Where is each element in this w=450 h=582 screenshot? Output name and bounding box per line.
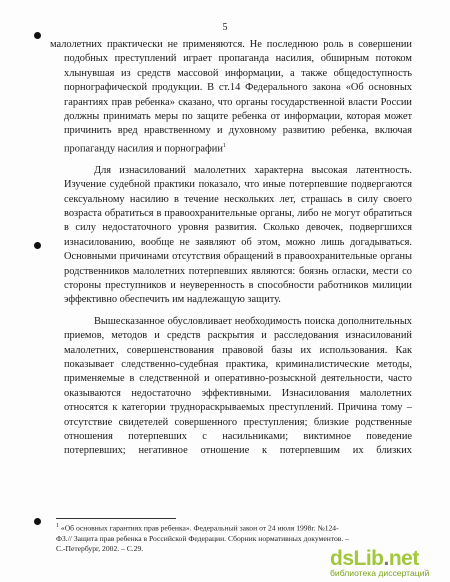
text-line-content: малолетних практически не применяются. Не последнюю роль в совершении [50, 39, 412, 50]
text-line [50, 416, 412, 430]
text-line-content: приемов, методов и средств раскрытия и расследования изнасилований [64, 330, 412, 342]
text-line-content: Для изнасилований малолетних характерна высокая латентность. [94, 164, 412, 176]
text-line [50, 315, 412, 329]
footnote-line: ФЗ.// Защита прав ребенка в Российской Федерации. Сборник нормативных документов. – [56, 533, 349, 543]
text-line [50, 164, 412, 178]
punch-hole-dot [34, 32, 41, 39]
text-line [50, 110, 412, 124]
text-line [50, 124, 412, 138]
text-line-content: потерпевших; негативное отношение к потерпевшим их близких [64, 445, 412, 457]
text-line-content: стороны преступников и неуверенность в способности работников милиции [64, 279, 412, 291]
text-line-content: отсутствие свидетелей совершенного преступления; близкие родственные [64, 416, 412, 428]
text-line [50, 265, 412, 279]
text-line [50, 279, 412, 293]
text-line [50, 401, 412, 415]
text-line [50, 344, 412, 358]
paragraph-gap [50, 157, 412, 164]
text-line-content: возраста обратиться в правоохранительные органы, либо не могут обратиться [64, 207, 412, 219]
text-line [50, 387, 412, 401]
text-line-content: изнасилованию, вообще не заявляют об этом, можно лишь догадываться. [64, 236, 412, 248]
text-line-content: Изучение судебной практики показало, что иные потерпевшие подвергаются [64, 179, 412, 191]
text-line [50, 372, 412, 386]
watermark-subtitle: библиотека диссертаций [330, 568, 430, 578]
footnote-mark: 1 [56, 523, 59, 529]
text-line-content: подобных преступлений играет пропаганда насилия, обширным потоком [64, 53, 412, 65]
text-line-content: хлынувшая из средств массовой информации, а также общедоступность [64, 67, 412, 79]
watermark-logo: dsLib.net [330, 547, 419, 570]
paragraph-gap [50, 308, 412, 315]
text-line-content: эффективно обеспечить им надлежащую защиту. [64, 294, 281, 306]
footnote-ref: 1 [222, 142, 226, 149]
text-line-content: отношения потерпевших с насильниками; виктимное поведение [64, 431, 412, 443]
text-line-content: применяемые в следственной и оперативно-розыскной деятельности, часто [64, 373, 412, 385]
text-line-content: сексуальному насилию в течение нескольких лет, страшась в силу своего [64, 193, 412, 205]
text-line [50, 444, 412, 458]
text-line [50, 139, 412, 157]
text-line-content: порнографической продукции. В ст.14 Федерального закона «Об основных [64, 82, 412, 94]
text-line [50, 221, 412, 235]
text-line-content: гарантиях прав ребенка» сказано, что органы государственной власти России [64, 96, 412, 108]
text-line [50, 96, 412, 110]
text-line [50, 250, 412, 264]
text-line [50, 329, 412, 343]
body-text [50, 38, 412, 459]
text-line [50, 207, 412, 221]
text-line [50, 430, 412, 444]
text-line-content: причинить вред нравственному и духовному развитию ребенка, включая [64, 125, 412, 137]
text-line-content: относятся к категории труднораскрываемых преступлений. Причина тому – [64, 402, 412, 414]
text-line-content: оказываются недостаточно эффективными. Изнасилования малолетних [64, 387, 412, 399]
text-line [50, 52, 412, 66]
text-line [50, 38, 412, 52]
text-line [50, 236, 412, 250]
text-line-content: в силу недостаточного уровня развития. Сколько девочек, подвергшихся [64, 222, 412, 234]
text-line [50, 67, 412, 81]
text-line-content: должны принимать меры по защите ребенка от информации, которая может [64, 111, 412, 123]
text-line [50, 358, 412, 372]
punch-hole-dot [34, 518, 41, 525]
page-number: 5 [222, 22, 228, 33]
text-line [50, 193, 412, 207]
text-line-content: показывает следственно-судебная практика, криминалистические методы, [64, 359, 412, 370]
footnote-line: «Об основных гарантиях прав ребенка». Федеральный закон от 24 июля 1998г. №124- [60, 523, 339, 533]
text-line-content: Вышесказанное обусловливает необходимость поиска дополнительных [94, 315, 412, 327]
watermark[interactable] [330, 547, 442, 578]
footnote-rule [56, 518, 176, 519]
footnote-line: С.-Петербург, 2002. – С.29. [56, 543, 144, 553]
text-line-content: малолетних, совершенствования правовой базы их использования. Как [64, 344, 412, 356]
text-line [50, 81, 412, 95]
text-line-content: пропаганду насилия и порнографии [64, 143, 223, 155]
text-line-content: Основными причинами отсутствия обращений в правоохранительные органы [64, 251, 412, 263]
punch-hole-dot [34, 242, 41, 249]
text-line [50, 293, 412, 307]
text-line [50, 178, 412, 192]
text-line-content: родственников малолетних потерпевших являются: боязнь огласки, мести со [64, 265, 412, 277]
